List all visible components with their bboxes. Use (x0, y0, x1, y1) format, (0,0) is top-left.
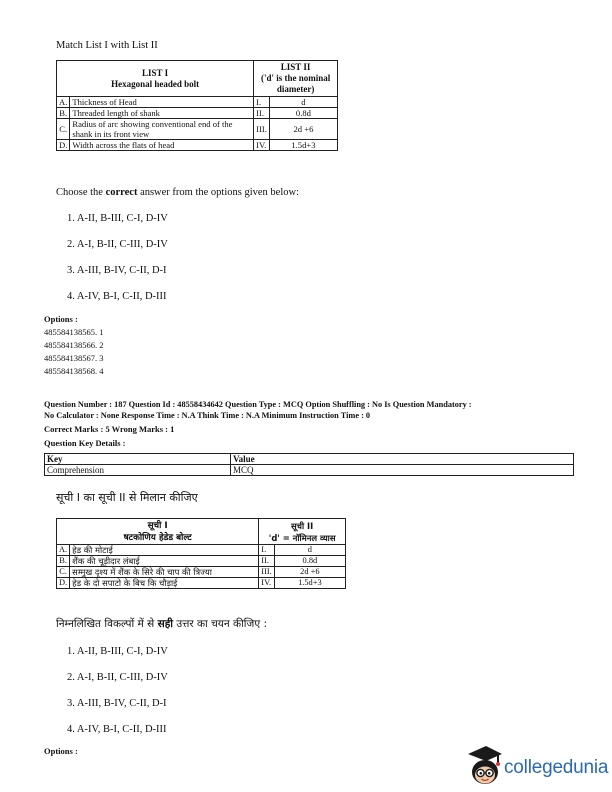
row-key: C. (57, 119, 70, 140)
row-val: 1.5d+3 (269, 140, 337, 151)
row-desc: Thickness of Head (70, 97, 254, 108)
instruction-text (56, 186, 299, 199)
row-desc: Threaded length of shank (70, 108, 254, 119)
row-val: 0.8d (269, 108, 337, 119)
row-key: C. (57, 567, 70, 578)
hindi-heading: सूची I का सूची II से मिलान कीजिए (56, 491, 198, 504)
option-3: 3. A-III, B-IV, C-II, D-I (67, 698, 167, 709)
table-row (45, 465, 574, 476)
row-val: 0.8d (274, 556, 345, 567)
row-val: 1.5d+3 (274, 578, 345, 589)
option-4: 4. A-IV, B-I, C-II, D-III (67, 291, 167, 302)
row-key: B. (57, 108, 70, 119)
marks-info: Correct Marks : 5 Wrong Marks : 1 (44, 424, 175, 434)
table-row (57, 119, 338, 140)
list2-subtitle: 'd' = नॉमिनल व्यास (268, 532, 336, 543)
list2-title: LIST II (280, 62, 311, 72)
question-meta-cont: No Calculator : None Response Time : N.A Think Time : N.A Minimum Instruction Time : 0 (44, 411, 371, 420)
row-val: 2d +6 (269, 119, 337, 140)
match-table (56, 60, 338, 151)
hindi-match-table (56, 518, 346, 589)
row-val: d (269, 97, 337, 108)
option-1: 1. A-II, B-III, C-I, D-IV (67, 646, 168, 657)
table-row (57, 108, 338, 119)
option-1: 1. A-II, B-III, C-I, D-IV (67, 213, 168, 224)
row-num: III. (254, 119, 270, 140)
list2-note-cont: diameter) (276, 84, 315, 94)
option-2: 2. A-I, B-II, C-III, D-IV (67, 672, 168, 683)
option-id: 485584138565. 1 (44, 327, 104, 337)
row-desc: सम्मुख दृश्य में शैंक के सिरे की चाप की त्रिज्या (70, 567, 259, 578)
logo-text: collegedunia (504, 757, 609, 778)
collegedunia-logo (464, 740, 612, 792)
question-meta: Question Number : 187 Question Id : 48558434642 Question Type : MCQ Option Shuffling : No Is Question Mandatory : (44, 400, 472, 409)
key-header: Key (45, 454, 231, 465)
table-row (57, 140, 338, 151)
row-num: II. (259, 556, 274, 567)
table-row (57, 556, 346, 567)
row-num: IV. (259, 578, 274, 589)
row-key: D. (57, 578, 70, 589)
key-cell: Comprehension (45, 465, 231, 476)
question-heading: Match List I with List II (56, 40, 158, 51)
instruction-bold: सही (157, 618, 173, 630)
key-details-label: Question Key Details : (44, 438, 126, 448)
instruction-suffix: answer from the options given below: (137, 187, 299, 198)
instruction-prefix: निम्नलिखित विकल्पों में से (56, 618, 158, 630)
row-val: 2d +6 (274, 567, 345, 578)
row-key: A. (57, 545, 70, 556)
list2-note: ('d' is the nominal (260, 73, 331, 83)
row-val: d (274, 545, 345, 556)
list1-subtitle: Hexagonal headed bolt (111, 78, 200, 89)
list1-title: सूची I (147, 520, 168, 531)
table-row (57, 97, 338, 108)
value-header: Value (231, 454, 574, 465)
option-3: 3. A-III, B-IV, C-II, D-I (67, 265, 167, 276)
row-key: A. (57, 97, 70, 108)
options-label: Options : (44, 314, 78, 324)
row-key: D. (57, 140, 70, 151)
list2-title: सूची II (290, 520, 314, 531)
row-key: B. (57, 556, 70, 567)
row-num: III. (259, 567, 274, 578)
options-label: Options : (44, 746, 78, 756)
row-num: II. (254, 108, 270, 119)
option-4: 4. A-IV, B-I, C-II, D-III (67, 724, 167, 735)
graduate-owl-icon (464, 742, 504, 790)
row-desc: Width across the flats of head (70, 140, 254, 151)
row-desc: Radius of arc showing conventional end of the shank in its front view (70, 119, 254, 140)
table-row (57, 545, 346, 556)
instruction-bold: correct (105, 187, 138, 198)
list2-header (259, 519, 346, 545)
option-id: 485584138566. 2 (44, 340, 104, 350)
list1-header (57, 61, 254, 97)
list1-header (57, 519, 259, 545)
option-2: 2. A-I, B-II, C-III, D-IV (67, 239, 168, 250)
option-id: 485584138568. 4 (44, 366, 104, 376)
row-desc: हेड की मोटाई (70, 545, 259, 556)
list1-subtitle: षटकोणिय हेडेड बोल्ट (123, 532, 192, 543)
row-desc: शैंक की चूड़ीदार लंबाई (70, 556, 259, 567)
instruction-prefix: Choose the (56, 187, 106, 198)
table-row (57, 578, 346, 589)
key-table (44, 453, 574, 476)
table-row (57, 567, 346, 578)
list2-header (254, 61, 338, 97)
row-num: I. (259, 545, 274, 556)
list1-title: LIST I (142, 67, 169, 78)
row-desc: हेड के दो सपाटो के बिच कि चौड़ाई (70, 578, 259, 589)
value-cell: MCQ (231, 465, 574, 476)
option-id: 485584138567. 3 (44, 353, 104, 363)
hindi-instruction (56, 618, 267, 631)
row-num: I. (254, 97, 270, 108)
row-num: IV. (254, 140, 270, 151)
instruction-suffix: उत्तर का चयन कीजिए : (173, 618, 267, 630)
